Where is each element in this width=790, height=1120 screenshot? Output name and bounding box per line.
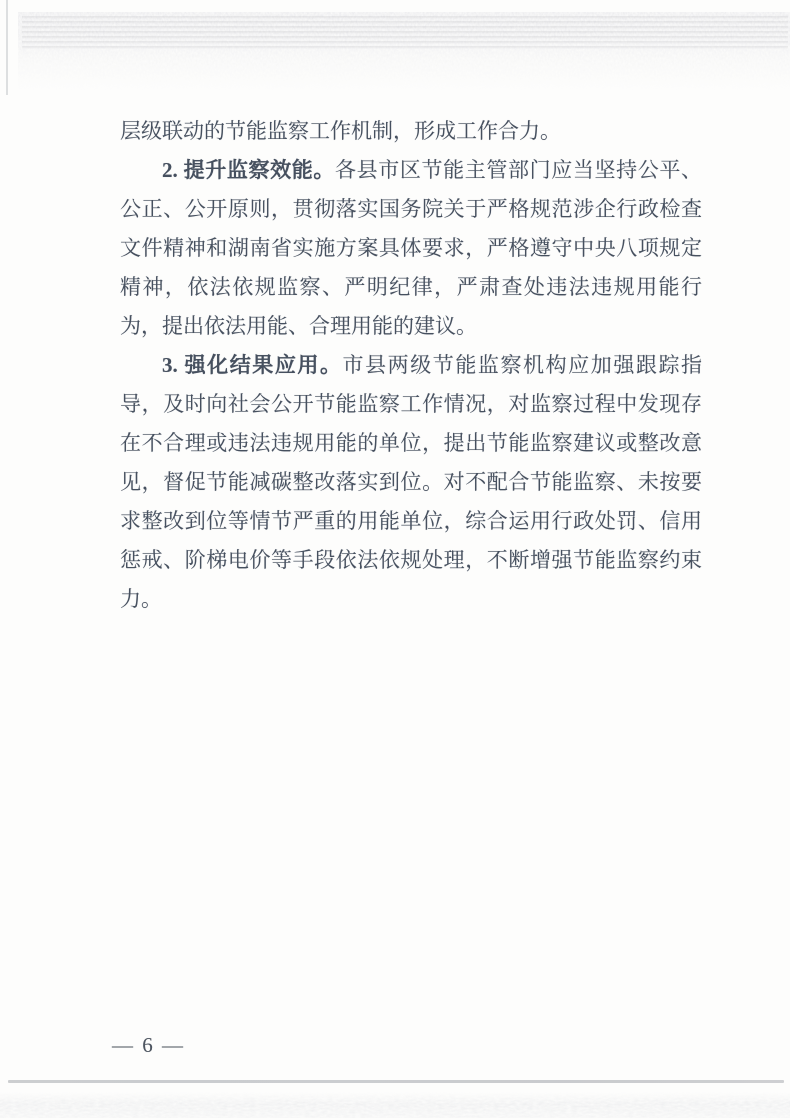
page-number: — 6 — <box>112 1033 185 1057</box>
scan-rule-bottom <box>8 1080 784 1083</box>
paragraph-lead: 2. 提升监察效能。 <box>162 158 335 182</box>
document-body <box>120 112 702 619</box>
scan-streaks-top <box>22 16 788 50</box>
paragraph-item-2 <box>120 151 702 346</box>
paragraph-item-3 <box>120 346 702 619</box>
scan-edge-line <box>6 0 8 95</box>
scan-noise-bottom <box>0 1092 790 1118</box>
paragraph-lead: 3. 强化结果应用。 <box>162 353 343 377</box>
paragraph-text: 各县市区节能主管部门应当坚持公平、公正、公开原则，贯彻落实国务院关于严格规范涉企行政检查文件精神和湖南省实施方案具体要求，严格遵守中央八项规定精神，依法依规监察、严明纪律，严肃查处违法违规用能行为，提出依法用能、合理用能的建议。 <box>120 158 702 338</box>
paragraph-text: 层级联动的节能监察工作机制，形成工作合力。 <box>120 119 561 143</box>
paragraph-text: 市县两级节能监察机构应加强跟踪指导，及时向社会公开节能监察工作情况，对监察过程中发现存在不合理或违法违规用能的单位，提出节能监察建议或整改意见，督促节能减碳整改落实到位。对不配合节能监察、未按要求整改到位等情节严重的用能单位，综合运用行政处罚、信用惩戒、阶梯电价等手段依法依规处理，不断增强节能监察约束力。 <box>120 353 703 611</box>
paragraph-continuation <box>120 112 702 151</box>
